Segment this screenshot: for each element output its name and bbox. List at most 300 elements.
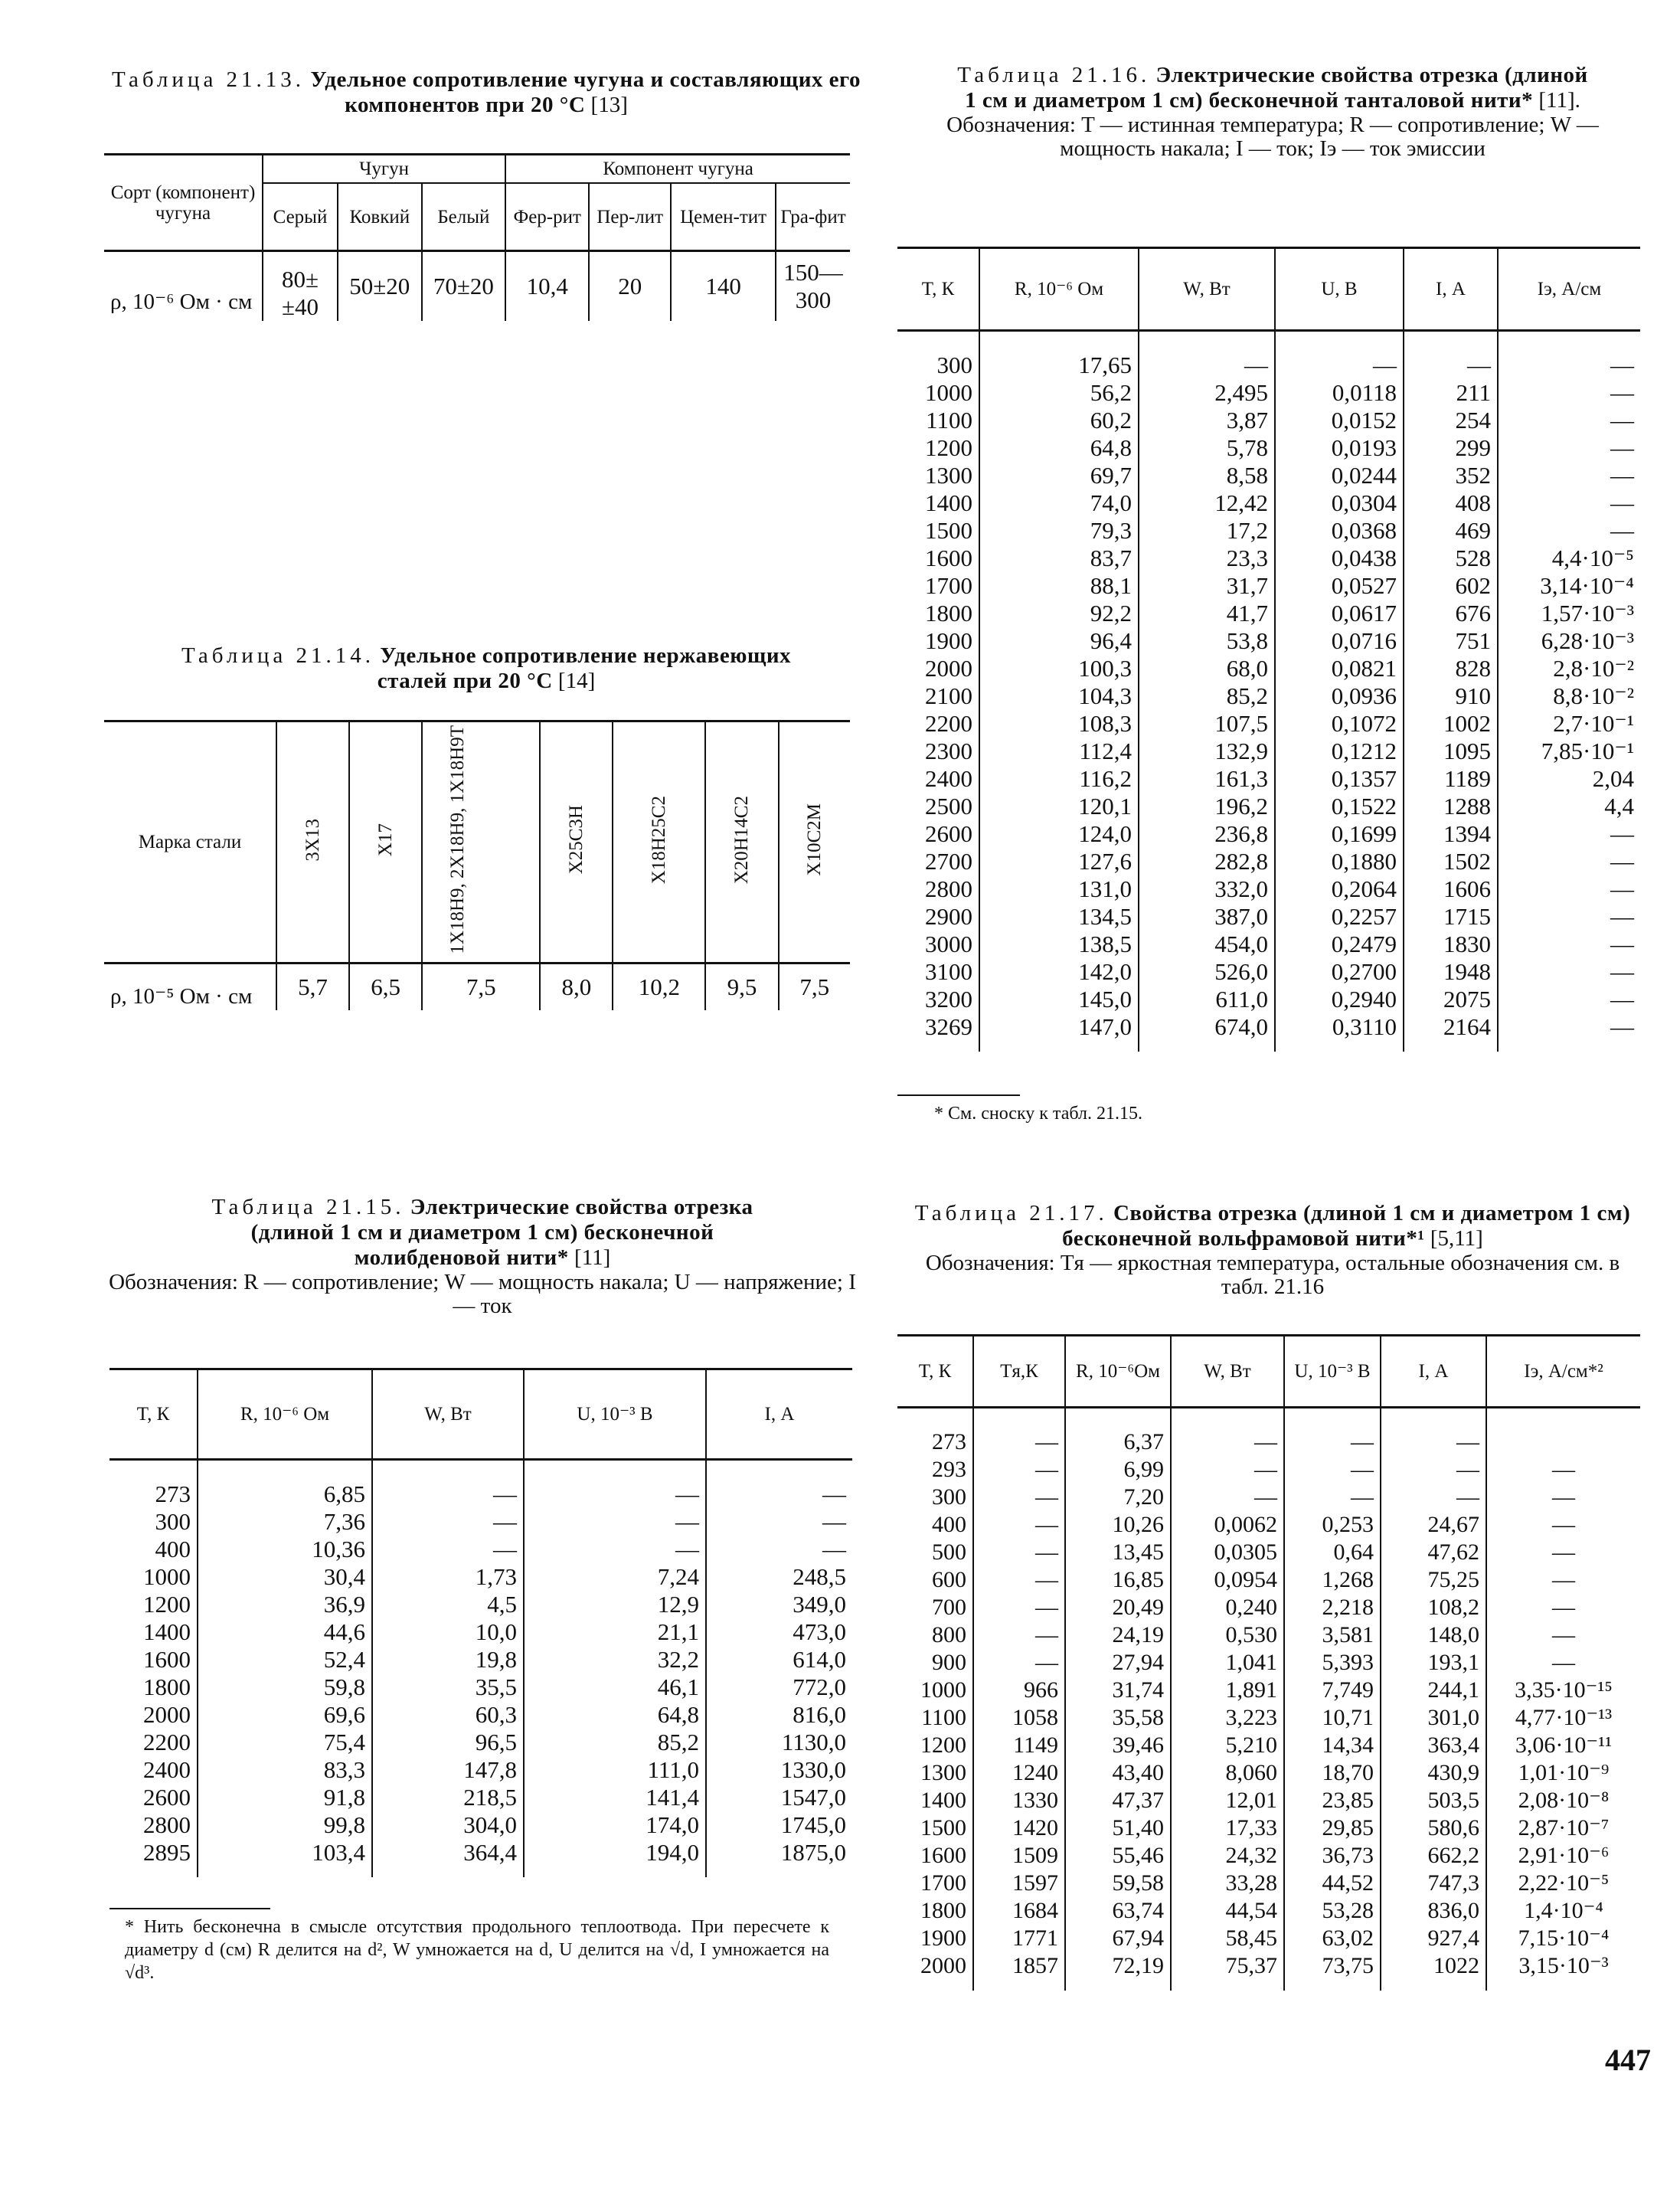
col-header: Ковкий bbox=[338, 183, 422, 251]
table-cell: 254 bbox=[1404, 407, 1498, 434]
table-row bbox=[109, 1536, 852, 1563]
table-row bbox=[897, 331, 1640, 380]
table-cell: — bbox=[973, 1408, 1065, 1457]
table-cell: 662,2 bbox=[1381, 1842, 1486, 1870]
table-row bbox=[897, 600, 1640, 627]
table-cell: 1100 bbox=[926, 407, 972, 433]
table-cell: 103,4 bbox=[198, 1839, 372, 1877]
table-cell: 273 bbox=[932, 1429, 966, 1454]
col-header: R, 10⁻⁶ Ом bbox=[979, 248, 1139, 331]
table-row bbox=[897, 820, 1640, 848]
cell: 50±20 bbox=[338, 251, 422, 322]
table-cell: 0,0304 bbox=[1275, 489, 1404, 517]
table-cell: 59,8 bbox=[198, 1673, 372, 1701]
table-cell: 2500 bbox=[925, 793, 972, 820]
table-21-17-block bbox=[897, 1201, 1648, 1299]
footnote-block bbox=[897, 1094, 1640, 1125]
table-cell: 0,0193 bbox=[1275, 434, 1404, 462]
table-21-14-block bbox=[145, 643, 827, 694]
table-cell: — bbox=[1498, 820, 1640, 848]
table-cell: 2600 bbox=[925, 820, 972, 847]
table-cell: 218,5 bbox=[372, 1784, 524, 1811]
table-cell: 1400 bbox=[920, 1788, 966, 1813]
table-cell: 92,2 bbox=[979, 600, 1139, 627]
table-cell: 469 bbox=[1404, 517, 1498, 545]
table-cell: — bbox=[973, 1594, 1065, 1621]
table-cell: 60,2 bbox=[979, 407, 1139, 434]
table-cell: 751 bbox=[1404, 627, 1498, 655]
table-cell: — bbox=[524, 1460, 706, 1509]
table-cell: 60,3 bbox=[372, 1701, 524, 1729]
table-cell: 1597 bbox=[973, 1870, 1065, 1897]
table-cell: 46,1 bbox=[524, 1673, 706, 1701]
table-cell: 41,7 bbox=[1139, 600, 1275, 627]
table-cell: 44,52 bbox=[1284, 1870, 1381, 1897]
table-cell: 6,99 bbox=[1065, 1456, 1171, 1484]
table-cell: 73,75 bbox=[1284, 1952, 1381, 1991]
table-cell: 16,85 bbox=[1065, 1566, 1171, 1594]
table-cell: 75,37 bbox=[1171, 1952, 1284, 1991]
table-cell: 23,3 bbox=[1139, 545, 1275, 572]
table-cell: 0,2940 bbox=[1275, 986, 1404, 1013]
cell: 7,5 bbox=[779, 963, 850, 1010]
col-header: U, В bbox=[1275, 248, 1404, 331]
col-header: Х10С2М bbox=[804, 803, 825, 876]
table-row bbox=[897, 1952, 1640, 1991]
table-cell: — bbox=[1171, 1484, 1284, 1511]
table-cell: 107,5 bbox=[1139, 710, 1275, 738]
table-row bbox=[897, 655, 1640, 682]
table-cell: 0,0118 bbox=[1275, 379, 1404, 407]
table-21-15 bbox=[109, 1368, 852, 1984]
table-cell: 363,4 bbox=[1381, 1732, 1486, 1759]
cell: 6,5 bbox=[349, 963, 422, 1010]
col-group-komponent: Компонент чугуна bbox=[505, 155, 850, 184]
table-cell: 5,210 bbox=[1171, 1732, 1284, 1759]
table-cell: 400 bbox=[932, 1512, 966, 1537]
col-header: T, К bbox=[918, 1361, 952, 1382]
table-row bbox=[897, 1511, 1640, 1539]
table-row bbox=[897, 489, 1640, 517]
table-title: Свойства отрезка (длиной 1 см и диаметром 1 см) бесконечной вольфрамовой нити*¹ bbox=[1062, 1201, 1631, 1251]
table-cell: 35,5 bbox=[372, 1673, 524, 1701]
table-cell: 12,01 bbox=[1171, 1787, 1284, 1814]
table-cell: 211 bbox=[1404, 379, 1498, 407]
table-cell: — bbox=[1486, 1566, 1640, 1594]
table-row bbox=[897, 848, 1640, 875]
table-row bbox=[897, 572, 1640, 600]
table-cell: 32,2 bbox=[524, 1646, 706, 1673]
table-row bbox=[109, 1701, 852, 1729]
table-cell: 55,46 bbox=[1065, 1842, 1171, 1870]
table-cell: 0,0936 bbox=[1275, 682, 1404, 710]
cell: 70±20 bbox=[422, 251, 506, 322]
table-cell: 21,1 bbox=[524, 1618, 706, 1646]
table-title: Удельное сопротивление нержавеющих сталей при 20 °С bbox=[377, 643, 792, 693]
table-cell: — bbox=[1171, 1456, 1284, 1484]
cell: 9,5 bbox=[705, 963, 778, 1010]
table-row bbox=[897, 1539, 1640, 1566]
table-cell: 72,19 bbox=[1065, 1952, 1171, 1991]
table-cell: 2100 bbox=[925, 682, 972, 709]
table-cell: — bbox=[1498, 848, 1640, 875]
table-cell: 836,0 bbox=[1381, 1897, 1486, 1925]
cell: 8,0 bbox=[540, 963, 613, 1010]
table-cell: 27,94 bbox=[1065, 1649, 1171, 1677]
footnote-block bbox=[109, 1908, 852, 1984]
table-cell: 0,240 bbox=[1171, 1594, 1284, 1621]
table-cell: 236,8 bbox=[1139, 820, 1275, 848]
table-row bbox=[109, 1784, 852, 1811]
footnote-rule bbox=[109, 1908, 270, 1909]
table-cell: 2700 bbox=[925, 848, 972, 875]
table-cell: 2,218 bbox=[1284, 1594, 1381, 1621]
cell: 5,7 bbox=[276, 963, 349, 1010]
table-cell: 56,2 bbox=[979, 379, 1139, 407]
table-cell: 112,4 bbox=[979, 738, 1139, 765]
table-21-16-caption bbox=[897, 63, 1648, 113]
table-row bbox=[897, 1649, 1640, 1677]
table-row bbox=[897, 1732, 1640, 1759]
table-cell: 2,8·10⁻² bbox=[1498, 655, 1640, 682]
table-cell bbox=[1486, 1408, 1640, 1457]
table-cell: 7,15·10⁻⁴ bbox=[1486, 1925, 1640, 1952]
table-cell: 196,2 bbox=[1139, 793, 1275, 820]
reference: [13] bbox=[590, 93, 628, 117]
table-cell: 74,0 bbox=[979, 489, 1139, 517]
table-cell: 10,0 bbox=[372, 1618, 524, 1646]
table-cell: 1300 bbox=[920, 1760, 966, 1785]
table-cell: — bbox=[1486, 1456, 1640, 1484]
table-cell: 0,0954 bbox=[1171, 1566, 1284, 1594]
table-cell: 1547,0 bbox=[706, 1784, 852, 1811]
table-cell: — bbox=[706, 1460, 852, 1509]
table-cell: 36,9 bbox=[198, 1591, 372, 1618]
col-header: Цемен-тит bbox=[671, 183, 776, 251]
table-cell: — bbox=[1381, 1484, 1486, 1511]
table-cell: 273 bbox=[155, 1480, 191, 1507]
table-cell: 174,0 bbox=[524, 1811, 706, 1839]
table-cell: 0,1699 bbox=[1275, 820, 1404, 848]
table-cell: 2200 bbox=[925, 710, 972, 737]
table-row bbox=[897, 1870, 1640, 1897]
table-row bbox=[109, 1591, 852, 1618]
table-cell: — bbox=[372, 1536, 524, 1563]
table-cell: — bbox=[1404, 331, 1498, 380]
table-cell: — bbox=[973, 1621, 1065, 1649]
table-cell: 1800 bbox=[925, 600, 972, 627]
table-cell: 1000 bbox=[920, 1677, 966, 1703]
table-cell: 53,8 bbox=[1139, 627, 1275, 655]
table-cell: 64,8 bbox=[524, 1701, 706, 1729]
table-cell: 300 bbox=[936, 352, 972, 378]
col-header: W, Вт bbox=[372, 1369, 524, 1460]
table-cell: 18,70 bbox=[1284, 1759, 1381, 1787]
table-cell: 59,58 bbox=[1065, 1870, 1171, 1897]
table-cell: 3200 bbox=[925, 986, 972, 1013]
table-cell: 1130,0 bbox=[706, 1729, 852, 1756]
table-cell: 75,4 bbox=[198, 1729, 372, 1756]
table-cell: 500 bbox=[932, 1539, 966, 1565]
table-cell: — bbox=[524, 1508, 706, 1536]
table-cell: 1600 bbox=[143, 1646, 191, 1673]
table-cell: 44,54 bbox=[1171, 1897, 1284, 1925]
table-cell: 0,1357 bbox=[1275, 765, 1404, 793]
col-header: Iэ, А/см*² bbox=[1486, 1336, 1640, 1408]
table-cell: — bbox=[1381, 1456, 1486, 1484]
table-cell: 20,49 bbox=[1065, 1594, 1171, 1621]
table-cell: 1330 bbox=[973, 1787, 1065, 1814]
table-cell: 0,0152 bbox=[1275, 407, 1404, 434]
reference: [11] bbox=[574, 1245, 611, 1270]
table-cell: — bbox=[1486, 1539, 1640, 1566]
table-cell: 1600 bbox=[920, 1843, 966, 1868]
reference: [14] bbox=[557, 669, 596, 693]
table-cell: 4,4 bbox=[1498, 793, 1640, 820]
table-cell: — bbox=[1498, 489, 1640, 517]
table-cell: 816,0 bbox=[706, 1701, 852, 1729]
table-cell: 1288 bbox=[1404, 793, 1498, 820]
table-cell: 282,8 bbox=[1139, 848, 1275, 875]
table-row bbox=[897, 627, 1640, 655]
table-cell: 1400 bbox=[925, 489, 972, 516]
table-number: Таблица 21.15. bbox=[211, 1195, 405, 1219]
footnote-rule bbox=[897, 1094, 1020, 1096]
table-cell: 161,3 bbox=[1139, 765, 1275, 793]
cell: 140 bbox=[671, 251, 776, 322]
table-21-14 bbox=[104, 720, 850, 1010]
table-cell: 0,0438 bbox=[1275, 545, 1404, 572]
table-cell: 244,1 bbox=[1381, 1677, 1486, 1704]
table-cell: 5,393 bbox=[1284, 1649, 1381, 1677]
table-cell: 75,25 bbox=[1381, 1566, 1486, 1594]
table-cell: 1,57·10⁻³ bbox=[1498, 600, 1640, 627]
table-cell: 7,24 bbox=[524, 1563, 706, 1591]
table-cell: 1606 bbox=[1404, 875, 1498, 903]
table-cell: 3,35·10⁻¹⁵ bbox=[1486, 1677, 1640, 1704]
table-cell: 147,8 bbox=[372, 1756, 524, 1784]
table-cell: 53,28 bbox=[1284, 1897, 1381, 1925]
table-cell: 2075 bbox=[1404, 986, 1498, 1013]
table-cell: — bbox=[524, 1536, 706, 1563]
table-cell: 2400 bbox=[143, 1756, 191, 1783]
table-cell: 3000 bbox=[925, 931, 972, 957]
table-cell: 142,0 bbox=[979, 958, 1139, 986]
table-cell: 10,36 bbox=[198, 1536, 372, 1563]
table-row bbox=[897, 710, 1640, 738]
table-cell: 0,1212 bbox=[1275, 738, 1404, 765]
table-cell: 1830 bbox=[1404, 931, 1498, 958]
table-cell: 2,22·10⁻⁵ bbox=[1486, 1870, 1640, 1897]
cell: 150—300 bbox=[776, 251, 850, 322]
table-row bbox=[897, 1842, 1640, 1870]
table-cell: 301,0 bbox=[1381, 1704, 1486, 1732]
table-cell: 1,73 bbox=[372, 1563, 524, 1591]
table-row bbox=[897, 1897, 1640, 1925]
table-cell: 0,2257 bbox=[1275, 903, 1404, 931]
table-cell: 1500 bbox=[925, 517, 972, 544]
table-cell: — bbox=[372, 1460, 524, 1509]
table-cell: 19,8 bbox=[372, 1646, 524, 1673]
col-header: Tя,К bbox=[973, 1336, 1065, 1408]
table-cell: 3,06·10⁻¹¹ bbox=[1486, 1732, 1640, 1759]
table-cell: 91,8 bbox=[198, 1784, 372, 1811]
table-cell: 800 bbox=[932, 1622, 966, 1647]
table-cell: 1330,0 bbox=[706, 1756, 852, 1784]
table-cell: 747,3 bbox=[1381, 1870, 1486, 1897]
table-cell: 0,2479 bbox=[1275, 931, 1404, 958]
table-cell: 111,0 bbox=[524, 1756, 706, 1784]
table-cell: — bbox=[706, 1536, 852, 1563]
table-row bbox=[897, 517, 1640, 545]
table-row bbox=[109, 1563, 852, 1591]
table-cell: 24,32 bbox=[1171, 1842, 1284, 1870]
table-cell: 5,78 bbox=[1139, 434, 1275, 462]
table-cell: 8,060 bbox=[1171, 1759, 1284, 1787]
table-cell: 1095 bbox=[1404, 738, 1498, 765]
table-cell: — bbox=[1171, 1408, 1284, 1457]
table-cell: 47,37 bbox=[1065, 1787, 1171, 1814]
table-body bbox=[897, 331, 1640, 1052]
col-header: T, К bbox=[921, 279, 955, 299]
table-cell: 299 bbox=[1404, 434, 1498, 462]
table-cell: 88,1 bbox=[979, 572, 1139, 600]
table-cell: 300 bbox=[155, 1508, 191, 1535]
table-cell: — bbox=[1486, 1621, 1640, 1649]
col-header-sort: Сорт (компонент) чугуна bbox=[110, 182, 256, 224]
table-cell: 52,4 bbox=[198, 1646, 372, 1673]
table-21-15-block bbox=[107, 1195, 858, 1318]
table-cell: 473,0 bbox=[706, 1618, 852, 1646]
cell: 7,5 bbox=[422, 963, 540, 1010]
col-header: T, К bbox=[136, 1404, 170, 1425]
table-cell: 3269 bbox=[925, 1013, 972, 1040]
table-cell: — bbox=[1498, 1013, 1640, 1052]
table-cell: 17,2 bbox=[1139, 517, 1275, 545]
table-cell: 36,73 bbox=[1284, 1842, 1381, 1870]
table-row bbox=[897, 1814, 1640, 1842]
table-cell: 454,0 bbox=[1139, 931, 1275, 958]
table-cell: 332,0 bbox=[1139, 875, 1275, 903]
table-cell: 1715 bbox=[1404, 903, 1498, 931]
table-row bbox=[897, 682, 1640, 710]
col-header: 3Х13 bbox=[302, 818, 324, 862]
table-cell: 10,71 bbox=[1284, 1704, 1381, 1732]
table-21-16 bbox=[897, 247, 1640, 1125]
table-cell: 68,0 bbox=[1139, 655, 1275, 682]
table-cell: — bbox=[973, 1539, 1065, 1566]
table-row bbox=[897, 1013, 1640, 1052]
table-cell: — bbox=[1139, 331, 1275, 380]
table-cell: 2900 bbox=[925, 903, 972, 930]
table-cell: 23,85 bbox=[1284, 1787, 1381, 1814]
table-row bbox=[897, 1787, 1640, 1814]
col-header: U, 10⁻³ В bbox=[524, 1369, 706, 1460]
table-cell: 1022 bbox=[1381, 1952, 1486, 1991]
table-cell: — bbox=[706, 1508, 852, 1536]
table-cell: 2,495 bbox=[1139, 379, 1275, 407]
table-cell: 138,5 bbox=[979, 931, 1139, 958]
table-cell: 3,15·10⁻³ bbox=[1486, 1952, 1640, 1991]
table-cell: — bbox=[973, 1456, 1065, 1484]
table-cell: — bbox=[1498, 331, 1640, 380]
table-cell: 2,87·10⁻⁷ bbox=[1486, 1814, 1640, 1842]
table-cell: 24,19 bbox=[1065, 1621, 1171, 1649]
table-cell: 1500 bbox=[920, 1815, 966, 1840]
table-cell: 1189 bbox=[1404, 765, 1498, 793]
table-21-13-caption bbox=[107, 67, 865, 118]
footnote: * Нить бесконечна в смысле отсутствия продольного теплоотвода. При пересчете к диаметру d (см) R делится на d², W умножается на d, U делится на √d, I умножается на √d³. bbox=[125, 1917, 829, 1983]
table-cell: 0,0244 bbox=[1275, 462, 1404, 489]
table-row bbox=[109, 1839, 852, 1877]
table-cell: 611,0 bbox=[1139, 986, 1275, 1013]
table-cell: 910 bbox=[1404, 682, 1498, 710]
table-cell: 1420 bbox=[973, 1814, 1065, 1842]
table-21-16-block bbox=[897, 63, 1648, 161]
table-cell: — bbox=[973, 1511, 1065, 1539]
table-cell: 1771 bbox=[973, 1925, 1065, 1952]
table-cell: 1,01·10⁻⁹ bbox=[1486, 1759, 1640, 1787]
table-cell: — bbox=[973, 1649, 1065, 1677]
table-cell: 127,6 bbox=[979, 848, 1139, 875]
table-cell: 2,04 bbox=[1498, 765, 1640, 793]
table-cell: 51,40 bbox=[1065, 1814, 1171, 1842]
table-cell: 1700 bbox=[920, 1870, 966, 1896]
table-cell: 503,5 bbox=[1381, 1787, 1486, 1814]
table-cell: 194,0 bbox=[524, 1839, 706, 1877]
table-cell: 1,4·10⁻⁴ bbox=[1486, 1897, 1640, 1925]
table-cell: 0,1880 bbox=[1275, 848, 1404, 875]
table-cell: — bbox=[1284, 1484, 1381, 1511]
table-cell: 1857 bbox=[973, 1952, 1065, 1991]
table-row bbox=[897, 545, 1640, 572]
table-row bbox=[897, 407, 1640, 434]
table-cell: 3,14·10⁻⁴ bbox=[1498, 572, 1640, 600]
table-cell: 966 bbox=[973, 1677, 1065, 1704]
table-cell: 67,94 bbox=[1065, 1925, 1171, 1952]
table-cell: 1600 bbox=[925, 545, 972, 571]
table-row bbox=[897, 875, 1640, 903]
table-row bbox=[109, 1756, 852, 1784]
table-cell: 2895 bbox=[143, 1839, 191, 1866]
table-cell: 580,6 bbox=[1381, 1814, 1486, 1842]
table-cell: 2,08·10⁻⁸ bbox=[1486, 1787, 1640, 1814]
table-cell: 0,0062 bbox=[1171, 1511, 1284, 1539]
table-cell: — bbox=[1498, 958, 1640, 986]
page-number: 447 bbox=[1605, 2043, 1651, 2077]
table-cell: — bbox=[1486, 1594, 1640, 1621]
footnote: * См. сноску к табл. 21.15. bbox=[934, 1104, 1142, 1124]
table-cell: 300 bbox=[932, 1484, 966, 1510]
table-cell: 35,58 bbox=[1065, 1704, 1171, 1732]
table-cell: 3,581 bbox=[1284, 1621, 1381, 1649]
table-cell: 83,7 bbox=[979, 545, 1139, 572]
table-notes: Обозначения: R — сопротивление; W — мощность накала; U — напряжение; I — ток bbox=[109, 1270, 856, 1318]
table-cell: 1002 bbox=[1404, 710, 1498, 738]
table-row bbox=[897, 1621, 1640, 1649]
table-cell: 24,67 bbox=[1381, 1511, 1486, 1539]
table-cell: 0,1522 bbox=[1275, 793, 1404, 820]
table-cell: 83,3 bbox=[198, 1756, 372, 1784]
col-header: I, А bbox=[1404, 248, 1498, 331]
table-row bbox=[897, 1456, 1640, 1484]
table-row bbox=[897, 903, 1640, 931]
table-cell: 1948 bbox=[1404, 958, 1498, 986]
table-cell: 104,3 bbox=[979, 682, 1139, 710]
cell: 80± ±40 bbox=[263, 251, 338, 322]
table-cell: — bbox=[1381, 1408, 1486, 1457]
table-cell: — bbox=[1498, 931, 1640, 958]
